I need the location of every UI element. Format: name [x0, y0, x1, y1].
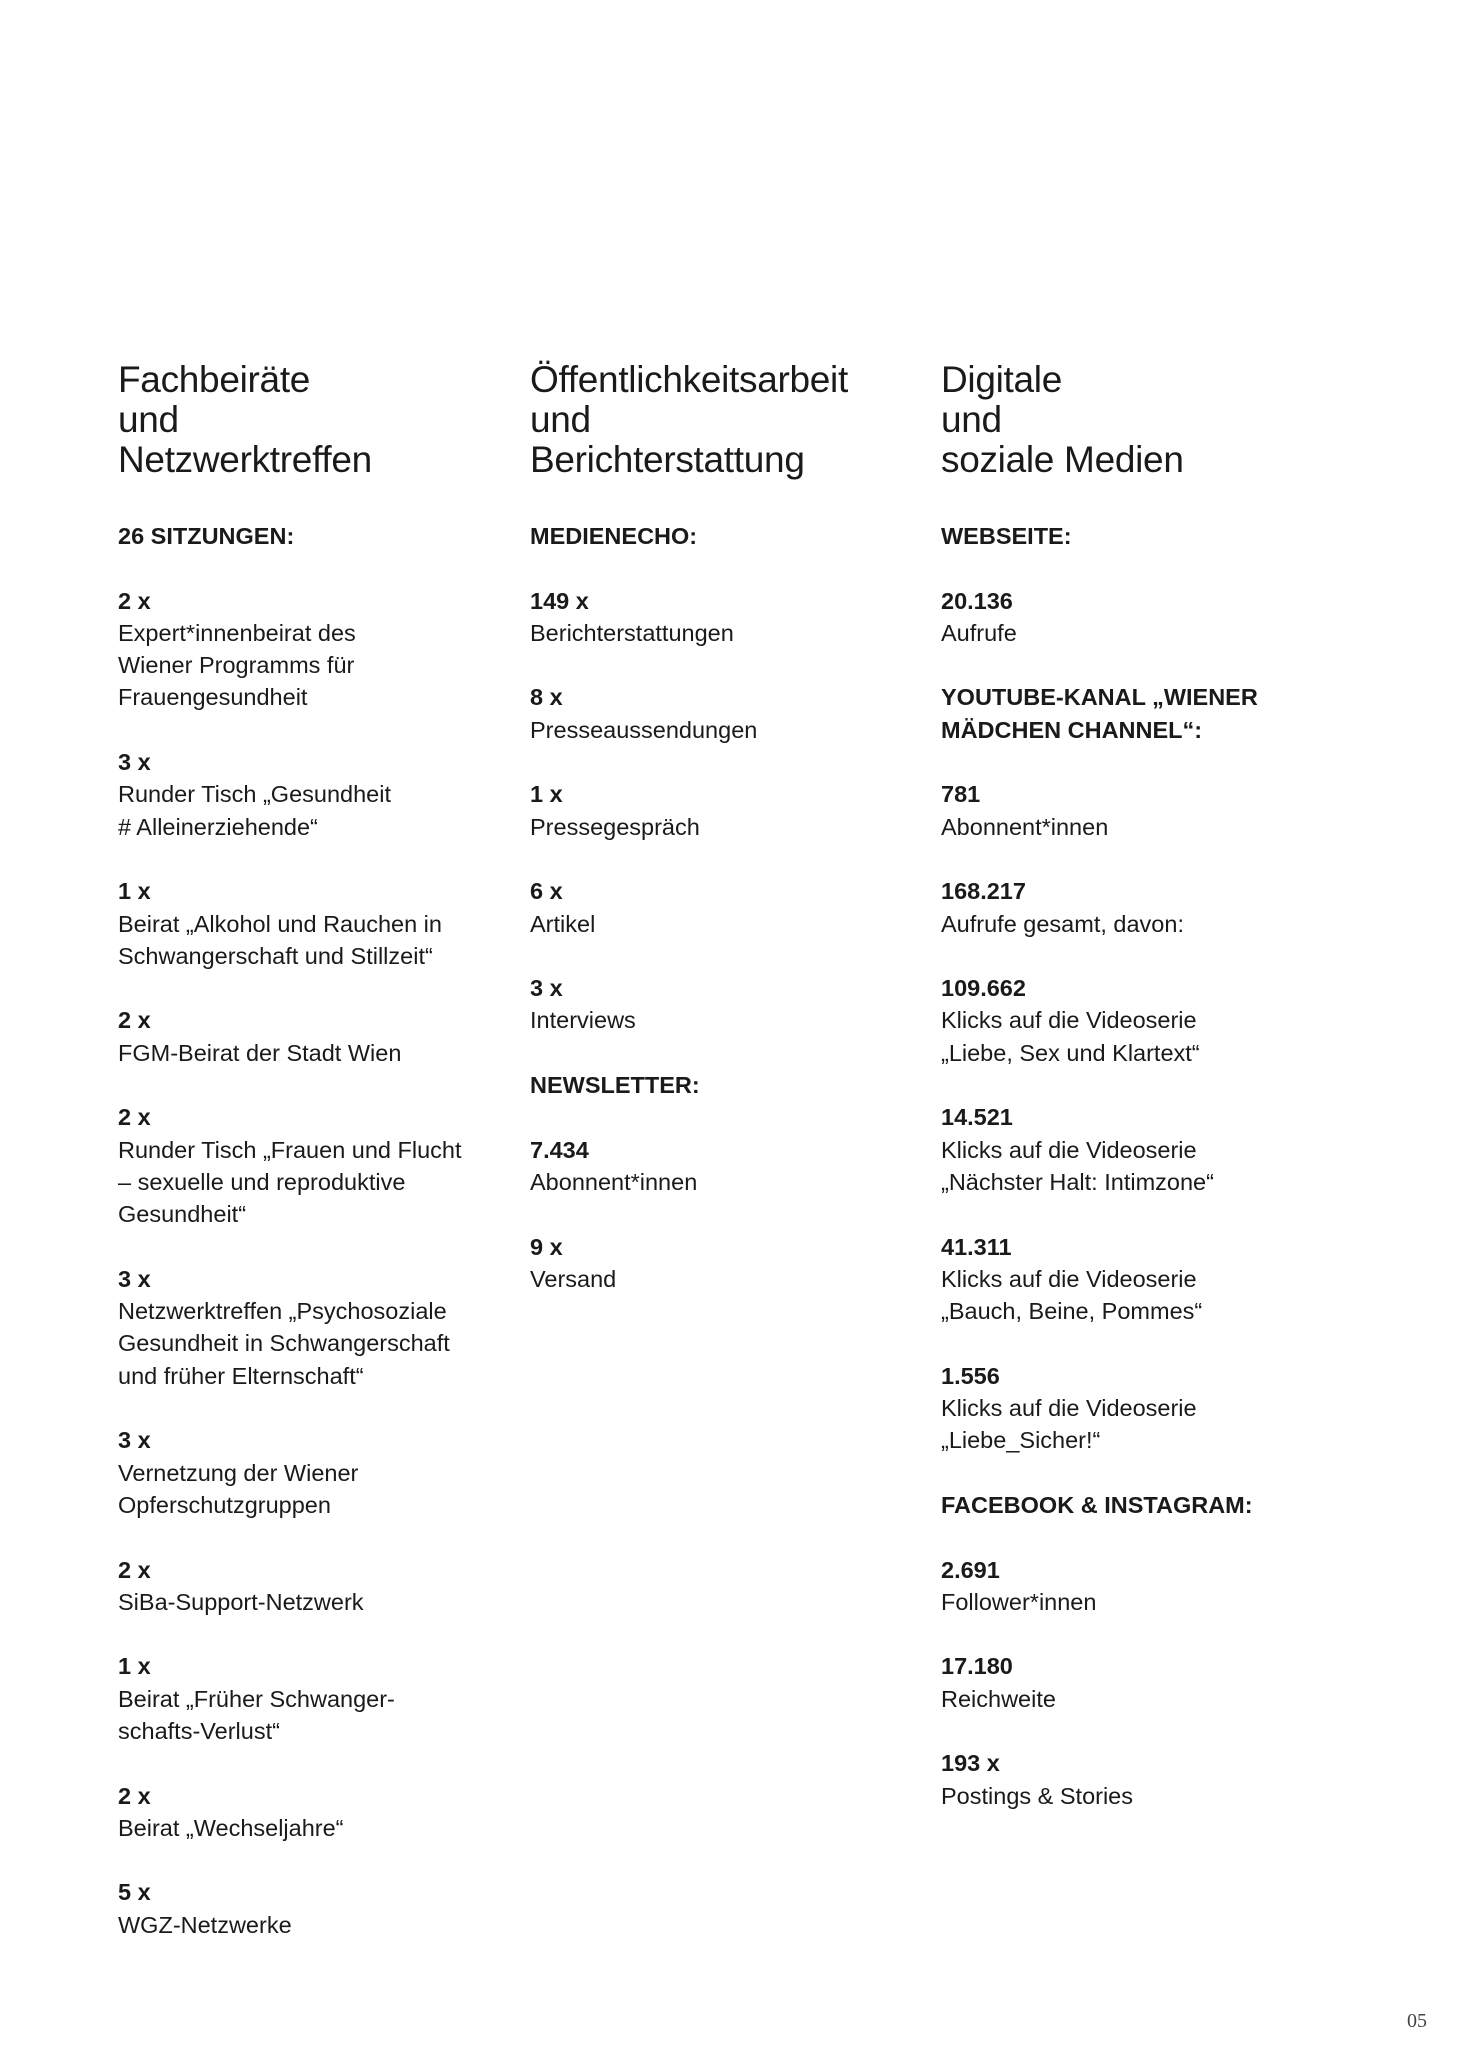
stat-count: 14.521: [941, 1104, 1013, 1131]
page-number: 05: [1407, 2010, 1427, 2032]
stat-count: 8 x: [530, 684, 563, 711]
column-title: [118, 360, 498, 520]
section-heading: [941, 1489, 1321, 1521]
stat-count: 3 x: [530, 975, 563, 1002]
section-heading-line: MÄDCHEN CHANNEL“:: [941, 716, 1203, 743]
column-title: [941, 360, 1321, 520]
stat-description-line: Beirat „Früher Schwanger-: [118, 1685, 395, 1712]
column-title: [530, 360, 910, 520]
stat-description-line: Klicks auf die Videoserie: [941, 1265, 1197, 1292]
stat-description-line: Gesundheit in Schwangerschaft: [118, 1330, 450, 1357]
stat-description-line: Gesundheit“: [118, 1201, 247, 1228]
stat-item: [530, 681, 910, 746]
stat-count: 1 x: [118, 1653, 151, 1680]
stat-count: 168.217: [941, 878, 1026, 905]
column-title-line: Öffentlichkeitsarbeit: [530, 359, 848, 400]
stat-description-line: Vernetzung der Wiener: [118, 1459, 359, 1486]
stat-description-line: WGZ-Netzwerke: [118, 1911, 292, 1938]
stat-count: 6 x: [530, 878, 563, 905]
section-heading: [941, 681, 1321, 746]
stat-description-line: Netzwerktreffen „Psychosoziale: [118, 1298, 447, 1325]
stat-count: 20.136: [941, 587, 1013, 614]
stat-count: 2 x: [118, 1007, 151, 1034]
stat-description-line: Pressegespräch: [530, 813, 700, 840]
stat-count: 41.311: [941, 1233, 1012, 1260]
section-heading-line: FACEBOOK & INSTAGRAM:: [941, 1491, 1253, 1518]
stat-count: 1 x: [118, 878, 151, 905]
stat-description-line: Postings & Stories: [941, 1782, 1134, 1809]
stat-item: [118, 1780, 498, 1845]
stat-item: [530, 585, 910, 650]
stat-description-line: Opferschutzgruppen: [118, 1491, 331, 1518]
column-title-line: und: [530, 399, 591, 440]
section-heading: [530, 1069, 910, 1101]
section-heading: [118, 520, 498, 552]
stat-item: [118, 1101, 498, 1230]
stat-item: [118, 1876, 498, 1941]
section-heading-line: NEWSLETTER:: [530, 1072, 700, 1099]
stat-description-line: – sexuelle und reproduktive: [118, 1168, 406, 1195]
stat-item: [941, 1650, 1321, 1715]
stat-item: [941, 1231, 1321, 1328]
stat-item: [118, 1424, 498, 1521]
stat-description-line: Klicks auf die Videoserie: [941, 1136, 1197, 1163]
stat-count: 3 x: [118, 749, 151, 776]
stat-description-line: und früher Elternschaft“: [118, 1362, 364, 1389]
stat-item: [941, 875, 1321, 940]
stat-count: 2.691: [941, 1556, 1000, 1583]
stat-description-line: Abonnent*innen: [530, 1168, 698, 1195]
section-heading: [941, 520, 1321, 552]
stat-item: [941, 1101, 1321, 1198]
stat-description-line: Runder Tisch „Gesundheit: [118, 781, 392, 808]
stat-item: [941, 585, 1321, 650]
stat-item: [118, 1004, 498, 1069]
stat-count: 1.556: [941, 1362, 1000, 1389]
stat-description-line: Interviews: [530, 1007, 636, 1034]
stat-item: [941, 972, 1321, 1069]
stat-description-line: „Liebe_Sicher!“: [941, 1427, 1101, 1454]
stat-description-line: Berichterstattungen: [530, 619, 734, 646]
stat-description-line: Wiener Programms für: [118, 652, 355, 679]
column-digitale-medien: [941, 360, 1321, 1844]
stat-description-line: Beirat „Alkohol und Rauchen in: [118, 910, 442, 937]
section-heading-line: YOUTUBE-KANAL „WIENER: [941, 684, 1258, 711]
stat-description-line: Runder Tisch „Frauen und Flucht: [118, 1136, 462, 1163]
stat-description-line: FGM-Beirat der Stadt Wien: [118, 1039, 402, 1066]
column-title-line: Fachbeiräte: [118, 359, 311, 400]
stat-description-line: Follower*innen: [941, 1588, 1097, 1615]
stat-count: 2 x: [118, 587, 151, 614]
column-fachbeiraete: [118, 360, 498, 1973]
stat-description-line: Expert*innenbeirat des: [118, 619, 356, 646]
stat-count: 2 x: [118, 1104, 151, 1131]
stat-description-line: „Liebe, Sex und Klartext“: [941, 1039, 1200, 1066]
column-title-line: Berichterstattung: [530, 439, 805, 480]
section-heading-line: 26 SITZUNGEN:: [118, 523, 295, 549]
stat-description-line: Klicks auf die Videoserie: [941, 1007, 1197, 1034]
stat-description-line: Versand: [530, 1265, 617, 1292]
stat-item: [941, 778, 1321, 843]
stat-count: 2 x: [118, 1782, 151, 1809]
stat-item: [941, 1554, 1321, 1619]
stat-count: 781: [941, 781, 981, 808]
stat-item: [530, 1231, 910, 1296]
stat-item: [530, 778, 910, 843]
section-heading: [530, 520, 910, 552]
column-title-line: und: [118, 399, 179, 440]
stat-description-line: Presseaussendungen: [530, 716, 758, 743]
section-heading-line: WEBSEITE:: [941, 523, 1072, 549]
stat-count: 193 x: [941, 1750, 1000, 1777]
stat-item: [118, 875, 498, 972]
stat-item: [118, 1650, 498, 1747]
stat-description-line: Aufrufe gesamt, davon:: [941, 910, 1184, 937]
stat-item: [118, 585, 498, 714]
stat-description-line: Artikel: [530, 910, 596, 937]
column-title-line: soziale Medien: [941, 439, 1184, 480]
stat-count: 3 x: [118, 1265, 151, 1292]
stat-count: 1 x: [530, 781, 563, 808]
stat-count: 5 x: [118, 1879, 151, 1906]
stat-item: [530, 1134, 910, 1199]
stat-item: [118, 1554, 498, 1619]
stat-item: [118, 746, 498, 843]
stat-item: [941, 1747, 1321, 1812]
stat-count: 7.434: [530, 1136, 589, 1163]
stat-description-line: SiBa-Support-Netzwerk: [118, 1588, 364, 1615]
column-title-line: Digitale: [941, 359, 1062, 400]
stat-count: 9 x: [530, 1233, 563, 1260]
stat-item: [118, 1263, 498, 1392]
stat-description-line: Abonnent*innen: [941, 813, 1109, 840]
column-oeffentlichkeitsarbeit: [530, 360, 910, 1327]
stat-count: 17.180: [941, 1653, 1013, 1680]
column-title-line: und: [941, 399, 1002, 440]
stat-item: [941, 1360, 1321, 1457]
column-title-line: Netzwerktreffen: [118, 439, 372, 480]
stat-description-line: Beirat „Wechseljahre“: [118, 1814, 344, 1841]
stat-description-line: # Alleinerziehende“: [118, 813, 318, 840]
stat-description-line: „Nächster Halt: Intimzone“: [941, 1168, 1214, 1195]
stat-count: 109.662: [941, 975, 1026, 1002]
section-heading-line: MEDIENECHO:: [530, 523, 698, 549]
stat-description-line: „Bauch, Beine, Pommes“: [941, 1298, 1203, 1325]
stat-description-line: Schwangerschaft und Stillzeit“: [118, 942, 433, 969]
stat-description-line: Frauengesundheit: [118, 684, 308, 711]
stat-description-line: Reichweite: [941, 1685, 1056, 1712]
stat-count: 2 x: [118, 1556, 151, 1583]
stat-description-line: schafts-Verlust“: [118, 1717, 280, 1744]
stat-item: [530, 875, 910, 940]
stat-description-line: Aufrufe: [941, 619, 1017, 646]
stat-item: [530, 972, 910, 1037]
stat-description-line: Klicks auf die Videoserie: [941, 1395, 1197, 1422]
stat-count: 149 x: [530, 587, 589, 614]
stat-count: 3 x: [118, 1427, 151, 1454]
